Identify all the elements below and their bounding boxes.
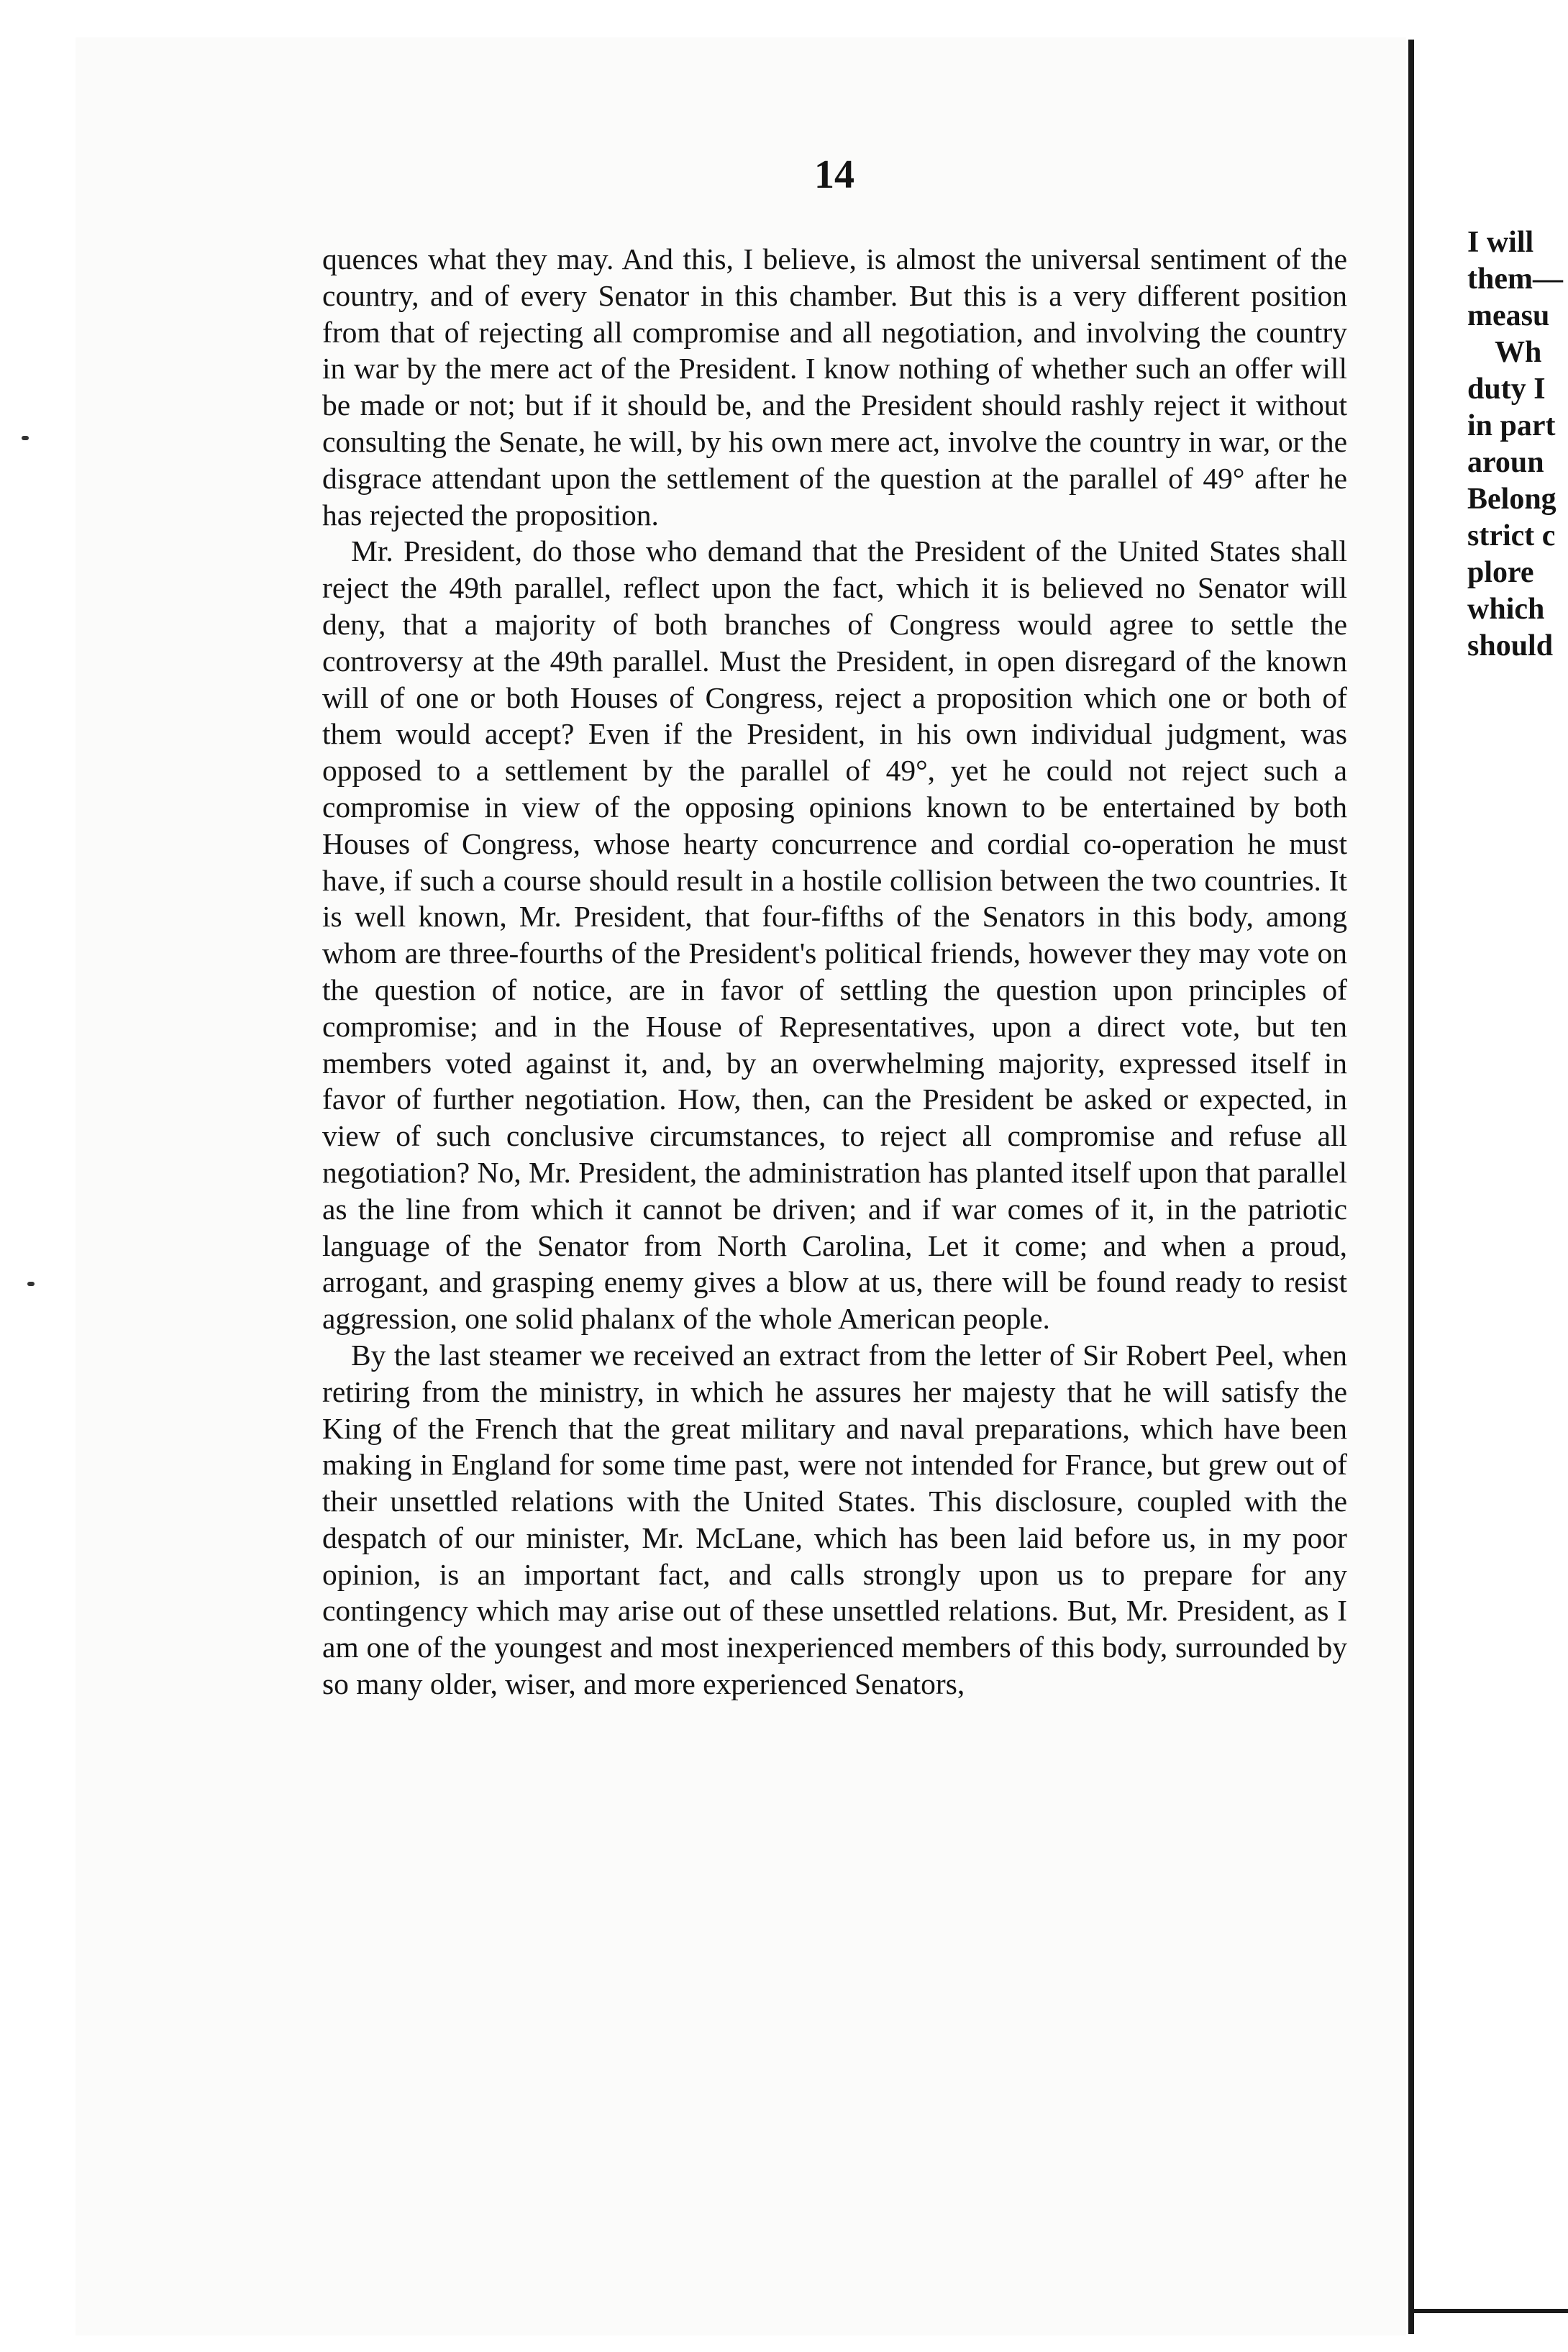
scan-speck xyxy=(22,436,29,440)
facing-line: Belong xyxy=(1467,483,1556,516)
paragraph-3: By the last steamer we received an extract from the letter of Sir Robert Peel, when retiring from the ministry, in which he assures her majesty that he will satisfy the King of the French that the great military and naval preparations, which have been making in England for some time past, were not intended for France, but grew out of their unsettled relations with the United States. This disclosure, coupled with the despatch of our minister, Mr. McLane, which has been laid before us, in my poor opinion, is an important fact, and calls strongly upon us to prepare for any contingency which may arise out of these unsettled relations. But, Mr. President, as I am one of the youngest and most inexperienced members of this body, surrounded by so many older, wiser, and more experienced Senators, xyxy=(322,1338,1347,1701)
bottom-edge-rule xyxy=(1408,2309,1568,2313)
facing-line: plore xyxy=(1467,556,1534,589)
facing-page-fragments xyxy=(1467,224,1568,665)
facing-line: should xyxy=(1467,629,1554,662)
scan-speck xyxy=(27,1282,35,1286)
facing-line: Wh xyxy=(1495,336,1542,369)
paragraph-2: Mr. President, do those who demand that the President of the United States shall reject the 49th parallel, reflect upon the fact, which it is believed no Senator will deny, that a majority of both branches of Congress would agree to settle the controversy at the 49th parallel. Must the President, in open disregard of the known will of one or both Houses of Congress, reject a proposition which one or both of them would accept? Even if the President, in his own individual judgment, was opposed to a settlement by the parallel of 49°, yet he could not reject such a compromise in view of the opposing opinions known to be entertained by both Houses of Congress, whose hearty concurrence and cordial co-operation he must have, if such a course should result in a hostile collision between the two countries. It is well known, Mr. President, that four-fifths of the Senators in this body, among whom are three-fourths of the President's political friends, however they may vote on the question of notice, are in favor of settling the question upon principles of compromise; and in the House of Representatives, upon a direct vote, but ten members voted against it, and, by an overwhelming majority, expressed itself in favor of further negotiation. How, then, can the President be asked or expected, in view of such conclusive circumstances, to reject all compromise and refuse all negotiation? No, Mr. President, the administration has planted itself upon that parallel as the line from which it cannot be driven; and if war comes of it, in the patriotic language of the Senator from North Carolina, Let it come; and when a proud, arrogant, and grasping enemy gives a blow at us, there will be found ready to resist aggression, one solid phalanx of the whole American people. xyxy=(322,534,1347,1336)
facing-line: strict c xyxy=(1467,519,1556,552)
paragraph-1: quences what they may. And this, I believe, is almost the universal sentiment of the country, and of every Senator in this chamber. But this is a very different position from that of rejecting all compromise and all negotiation, and involving the country in war by the mere act of the President. I know nothing of whether such an offer will be made or not; but if it should be, and the President should rashly reject it without consulting the Senate, he will, by his own mere act, involve the country in war, or the disgrace attendant upon the settlement of the question at the parallel of 49° after he has rejected the proposition. xyxy=(322,242,1347,532)
facing-line: which xyxy=(1467,593,1545,626)
facing-line: aroun xyxy=(1467,446,1544,479)
page-number: 14 xyxy=(814,152,854,197)
facing-line: measu xyxy=(1467,299,1550,332)
body-text xyxy=(322,241,1347,1703)
gutter-rule xyxy=(1408,40,1414,2334)
facing-line: I will xyxy=(1467,226,1534,259)
facing-line: duty I xyxy=(1467,373,1546,406)
facing-line: them— xyxy=(1467,263,1563,296)
facing-line: in part xyxy=(1467,409,1556,442)
